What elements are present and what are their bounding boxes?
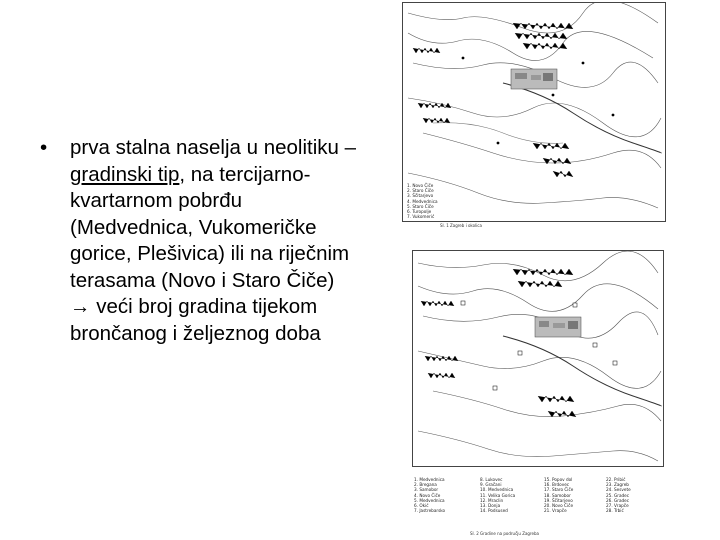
legend-item: 2. Staro Čiče — [407, 188, 434, 194]
legend-item: 26. Gradec — [606, 497, 630, 503]
legend-column — [606, 477, 631, 513]
map-drawing-1 — [403, 3, 665, 221]
legend-item: 24. Sesvete — [606, 487, 631, 493]
map1-legend — [407, 183, 438, 219]
legend-column — [414, 477, 445, 513]
legend-item: 19. Ščitarjevo — [544, 497, 573, 503]
map2-legend — [414, 477, 664, 529]
legend-column — [480, 477, 515, 513]
legend-item: 11. Velika Gorica — [480, 492, 516, 498]
legend-item: 7. Jastrebarsko — [414, 508, 446, 514]
legend-item: 3. Samobor — [414, 487, 439, 493]
legend-item: 5. Medvednica — [414, 497, 445, 503]
bullet-symbol: • — [40, 136, 48, 159]
legend-item: 16. Brdovec — [544, 482, 570, 488]
legend-item: 3. Ščitarjevo — [407, 193, 434, 199]
bullet-list — [40, 135, 360, 347]
legend-item: 2. Bregana — [414, 482, 437, 488]
map-figure-2 — [412, 250, 664, 467]
legend-item: 7. Vukomerić — [407, 214, 435, 220]
legend-item: 15. Popov dol — [544, 477, 573, 482]
arrow-icon: → — [70, 295, 91, 318]
legend-item: 28. Trbić — [606, 508, 624, 514]
bullet-text-middle: , na tercijarno-kvartarnom pobrđu (Medvednica, Vukomeričke gorice, Plešivica) ili na riječnim terasama (Novo i Staro Čiče) — [70, 162, 350, 292]
legend-item: 27. Vrapče — [606, 503, 629, 509]
legend-item: 23. Zagreb — [606, 482, 629, 488]
bullet-item — [40, 135, 360, 347]
legend-item: 25. Gradec — [606, 492, 630, 498]
bullet-text-end: veći broj gradina tijekom brončanog i željeznog doba — [70, 295, 321, 345]
legend-item: 5. Staro Čiče — [407, 203, 434, 209]
legend-item: 8. Lukovec — [480, 477, 503, 482]
map1-caption: Sl. 1 Zagreb i okolica — [440, 223, 482, 228]
legend-item: 12. Mraclin — [480, 497, 504, 503]
map2-caption: Sl. 2 Gradine na području Zagreba — [470, 531, 539, 536]
map-figure-1 — [402, 2, 666, 222]
legend-item: 17. Staro Čiče — [544, 487, 574, 493]
bullet-text-start: prva stalna naselja u neolitiku – — [70, 136, 357, 159]
legend-column — [544, 477, 573, 513]
bullet-text — [70, 135, 360, 347]
legend-item: 6. Turopolje — [407, 209, 432, 215]
legend-item: 14. Podsused — [480, 508, 508, 514]
legend-item: 1. Novo Čiče — [407, 183, 434, 188]
legend-item: 21. Vrapče — [544, 508, 567, 514]
legend-item: 13. Donja — [480, 503, 501, 509]
legend-item: 4. Medvednica — [407, 198, 438, 204]
legend-item: 1. Medvednica — [414, 477, 445, 482]
legend-item: 22. Pribić — [606, 477, 626, 482]
legend-item: 20. Novo Čiče — [544, 503, 574, 509]
legend-item: 9. Gračani — [480, 482, 502, 488]
map-drawing-2 — [413, 251, 663, 466]
legend-item: 4. Novo Čiče — [414, 492, 441, 498]
legend-item: 18. Samobor — [544, 492, 571, 498]
underlined-term: gradinski tip — [70, 162, 180, 186]
legend-item: 10. Medvednica — [480, 487, 514, 493]
legend-item: 6. Okić — [414, 503, 429, 509]
